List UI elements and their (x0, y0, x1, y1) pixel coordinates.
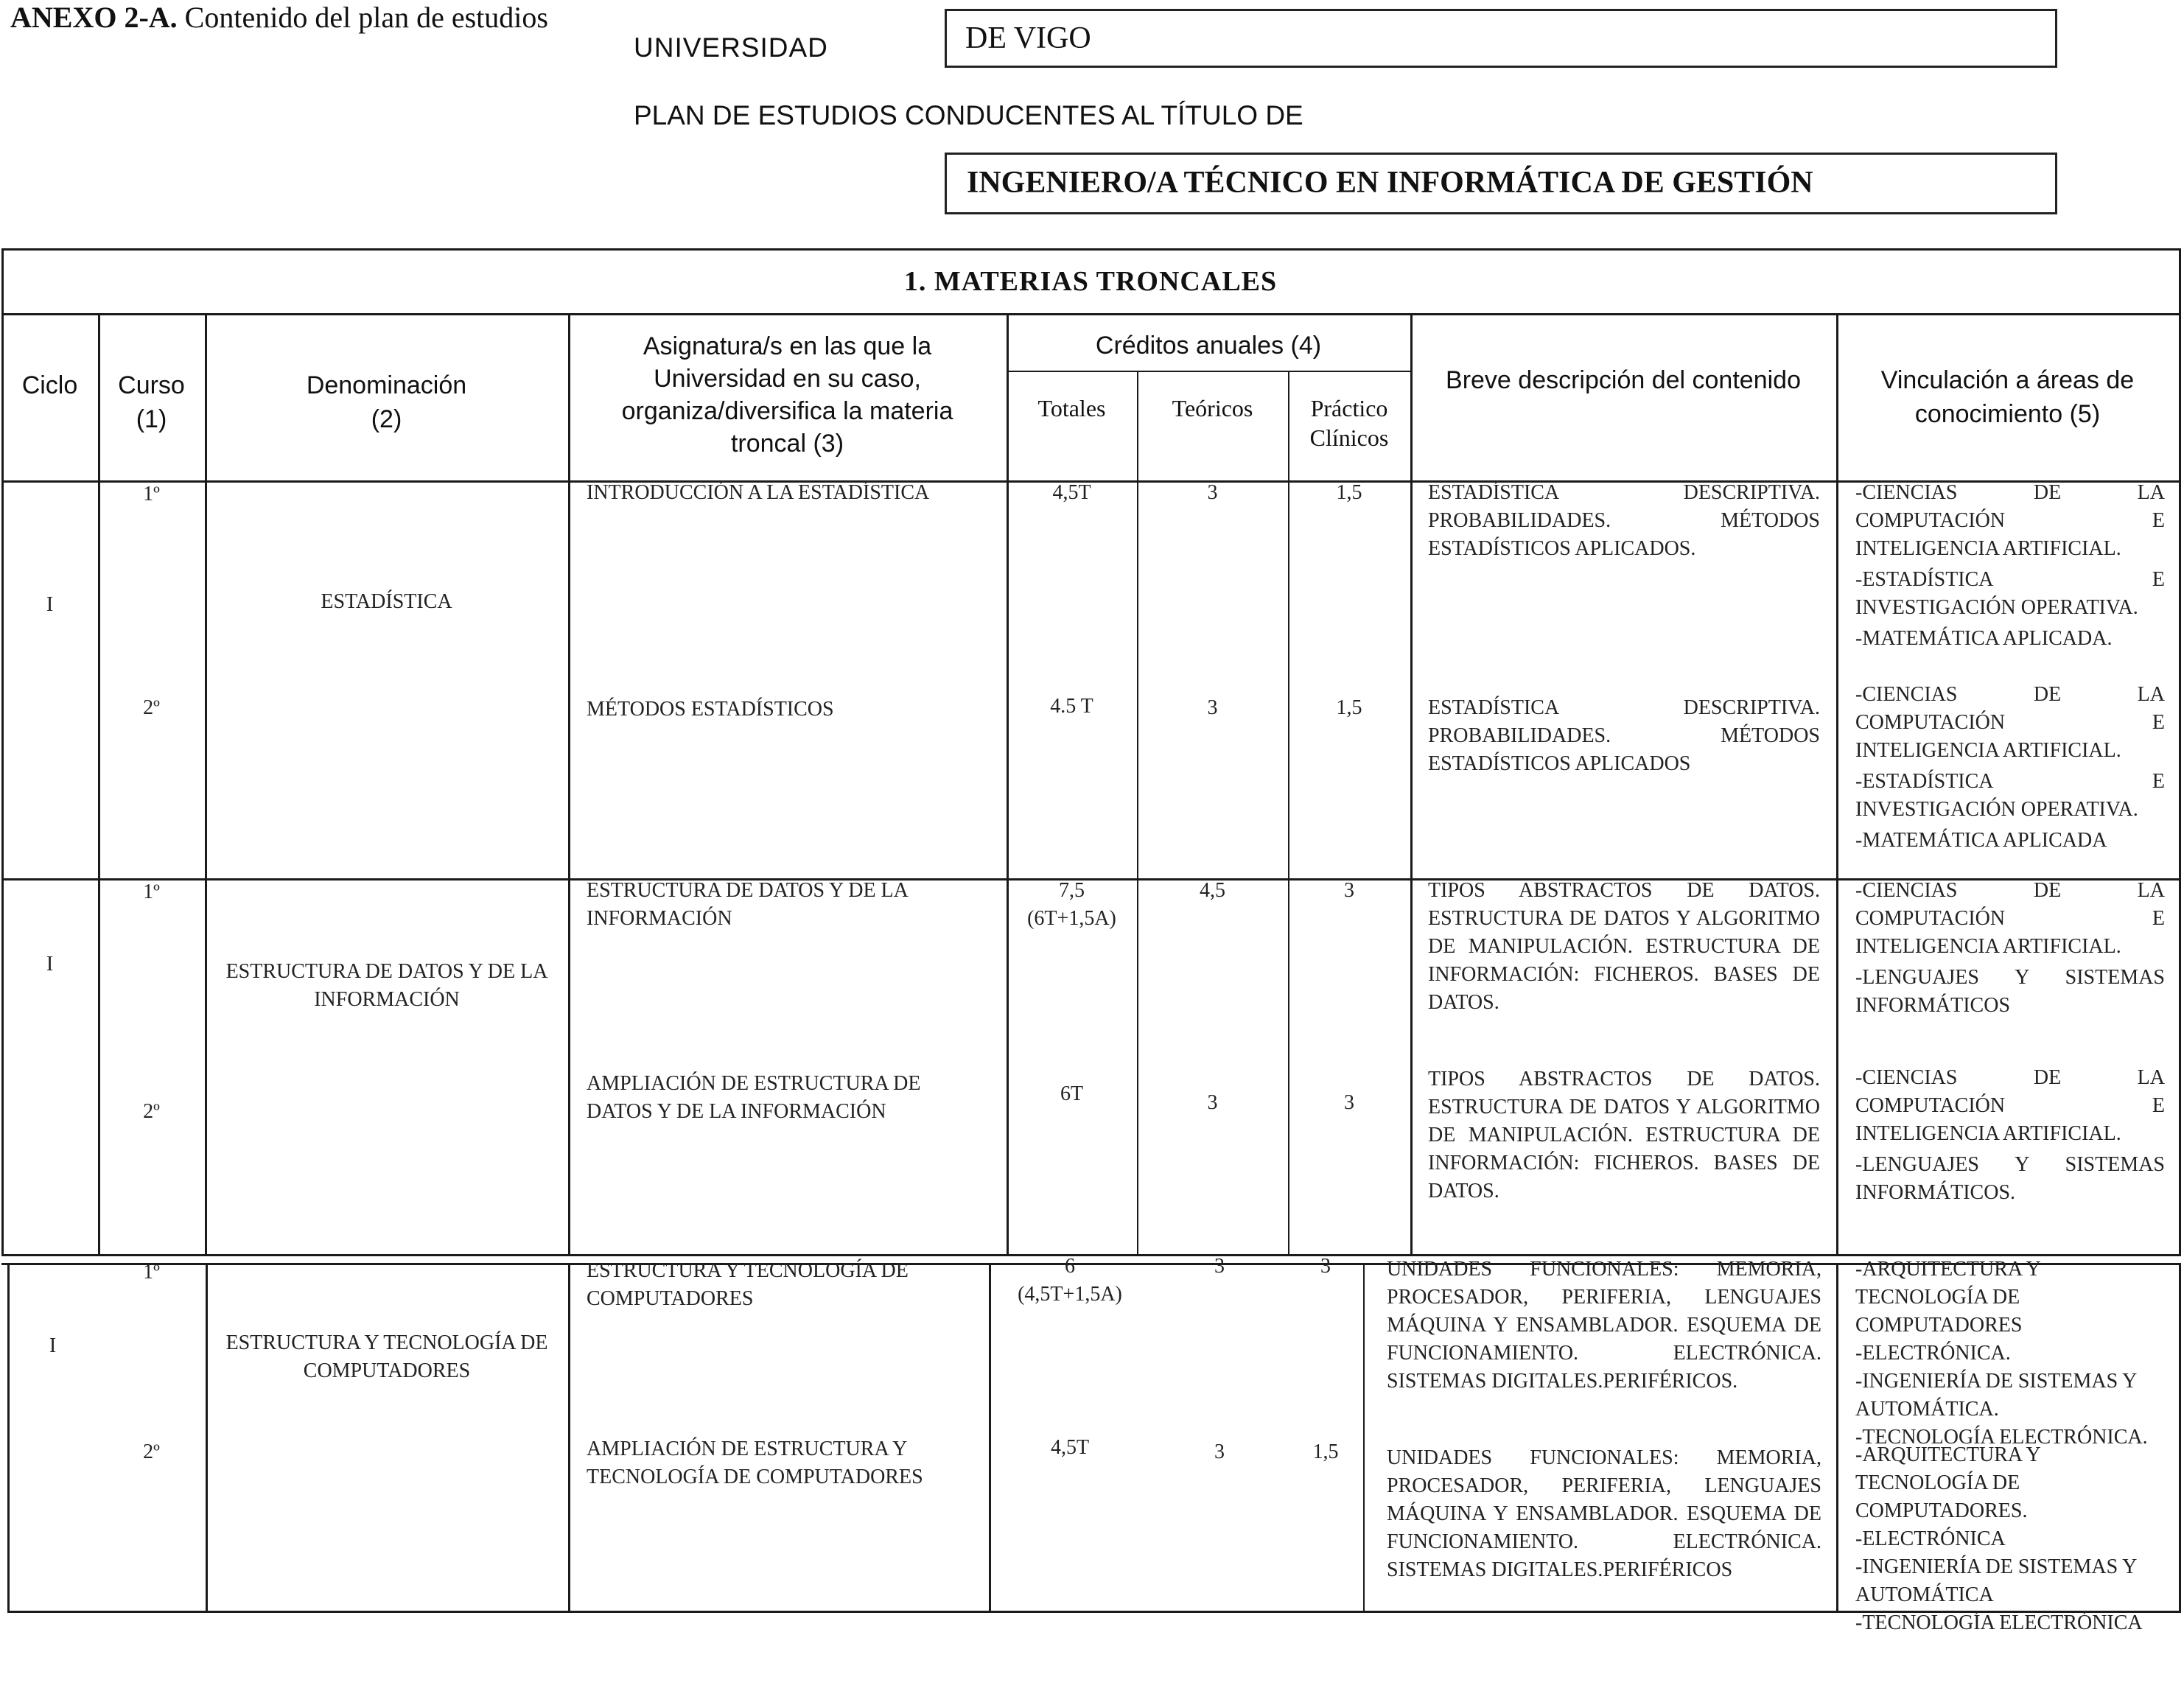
row-areas (1855, 877, 2165, 1020)
row-practicos: 1,5 (1336, 481, 1362, 504)
col-header-creditos: Créditos anuales (4) (1095, 332, 1322, 360)
university-box (945, 9, 2057, 68)
col-header-teoricos: Teóricos (1172, 395, 1253, 421)
area-item: -LENGUAJES Y SISTEMAS INFORMÁTICOS (1855, 966, 2165, 1017)
row-asignatura: INTRODUCCIÓN A LA ESTADÍSTICA (587, 481, 930, 504)
area-item: -CIENCIAS DE LA COMPUTACIÓN E INTELIGENCIA ARTIFICIAL. (1855, 879, 2165, 958)
row-asignatura: MÉTODOS ESTADÍSTICOS (587, 698, 834, 721)
university-value: DE VIGO (965, 21, 1091, 55)
col-header-ciclo: Ciclo (21, 371, 78, 399)
row-areas (1855, 1441, 2165, 1637)
col-header-vinculacion: Vinculación a áreas de conocimiento (5) (1880, 366, 2135, 428)
row-totales: 6 (4,5T+1,5A) (1018, 1255, 1122, 1306)
area-item: -CIENCIAS DE LA COMPUTACIÓN E INTELIGENCIA ARTIFICIAL. (1855, 1066, 2165, 1145)
area-item: -ELECTRÓNICA. (1855, 1342, 2011, 1365)
annex-label: ANEXO 2-A. (10, 1, 178, 34)
row-descripcion: ESTADÍSTICA DESCRIPTIVA. PROBABILIDADES. MÉTODOS ESTADÍSTICOS APLICADOS. (1428, 481, 1820, 560)
row-curso: 2º (143, 1440, 160, 1463)
row-curso: 1º (143, 483, 160, 505)
row-descripcion: TIPOS ABSTRACTOS DE DATOS. ESTRUCTURA DE DATOS Y ALGORITMO DE MANIPULACIÓN. ESTRUCTURA DE INFORMACIÓN: FICHEROS. BASES DE DATOS. (1428, 879, 1820, 1014)
col-header-totales: Totales (1037, 395, 1106, 421)
row-totales: 7,5 (6T+1,5A) (1027, 879, 1116, 930)
annex-title (10, 0, 548, 35)
col-header-curso: Curso (1) (118, 371, 185, 433)
row-curso: 2º (143, 696, 160, 719)
col-header-descripcion: Breve descripción del contenido (1446, 366, 1801, 394)
row-teoricos: 3 (1207, 481, 1218, 504)
area-item: -LENGUAJES Y SISTEMAS INFORMÁTICOS. (1855, 1153, 2165, 1204)
area-item: -CIENCIAS DE LA COMPUTACIÓN E INTELIGENCIA ARTIFICIAL. (1855, 683, 2165, 762)
row-practicos: 3 (1344, 1091, 1354, 1114)
row-curso: 1º (143, 880, 160, 903)
col-divider-curso (205, 313, 207, 1256)
col-divider-asignatura (1007, 313, 1009, 1256)
row-teoricos: 3 (1207, 1091, 1218, 1114)
row-areas (1855, 479, 2165, 653)
col-header-practicos: Práctico Clínicos (1309, 395, 1389, 451)
annex-subtitle: Contenido del plan de estudios (177, 1, 548, 34)
col-divider-creditos (1410, 313, 1413, 1256)
group-denominacion: ESTRUCTURA DE DATOS Y DE LA INFORMACIÓN (225, 960, 548, 1011)
row-curso: 1º (143, 1261, 160, 1284)
row-totales: 4,5T (1050, 1436, 1090, 1459)
group3-divider-descripcion (1836, 1263, 1838, 1611)
group-denominacion: ESTADÍSTICA (321, 590, 452, 613)
row-areas (1855, 1256, 2165, 1452)
area-item: -ESTADÍSTICA E INVESTIGACIÓN OPERATIVA. (1855, 568, 2165, 619)
row-teoricos: 3 (1214, 1440, 1225, 1463)
row-totales: 4,5T (1052, 481, 1091, 504)
row-asignatura: ESTRUCTURA DE DATOS Y DE LA INFORMACIÓN (587, 879, 908, 930)
row-totales: 4.5 T (1050, 695, 1093, 718)
row-teoricos: 3 (1214, 1255, 1225, 1278)
row-descripcion: UNIDADES FUNCIONALES: MEMORIA, PROCESADOR, PERIFERIA, LENGUAJES MÁQUINA Y ENSAMBLADOR. ESQUEMA DE FUNCIONAMIENTO. ELECTRÓNICA. SISTEMAS DIGITALES.PERIFÉRICOS (1387, 1446, 1821, 1581)
table-right-border (2179, 248, 2181, 1256)
area-item: -MATEMÁTICA APLICADA (1855, 829, 2107, 852)
row-totales: 6T (1060, 1082, 1084, 1105)
group3-left-border (7, 1263, 10, 1611)
area-item: -TECNOLOGÍA ELECTRÓNICA (1855, 1611, 2143, 1634)
col-header-asignaturas: Asignatura/s en las que la Universidad en su caso, organiza/diversifica la materia troncal (3) (621, 332, 953, 458)
group-ciclo: I (46, 953, 54, 976)
row-curso: 2º (143, 1100, 160, 1123)
section-title-divider (1, 313, 2181, 315)
row-asignatura: ESTRUCTURA Y TECNOLOGÍA DE COMPUTADORES (587, 1259, 909, 1310)
area-item: -MATEMÁTICA APLICADA. (1855, 627, 2113, 650)
col-divider-descripcion (1836, 313, 1838, 1256)
row-descripcion: UNIDADES FUNCIONALES: MEMORIA, PROCESADOR, PERIFERIA, LENGUAJES MÁQUINA Y ENSAMBLADOR. ESQUEMA DE FUNCIONAMIENTO. ELECTRÓNICA. SISTEMAS DIGITALES.PERIFÉRICOS. (1387, 1258, 1821, 1393)
area-item: -ARQUITECTURA Y TECNOLOGÍA DE COMPUTADORES. (1855, 1443, 2040, 1522)
section-title: 1. MATERIAS TRONCALES (903, 266, 1278, 297)
group3-divider-teoricos (1363, 1263, 1365, 1611)
group3-right-border (2179, 1263, 2181, 1611)
row-practicos: 3 (1320, 1255, 1331, 1278)
col-header-denominacion: Denominación (2) (306, 371, 467, 433)
row-areas (1855, 1064, 2165, 1207)
table-top-border (1, 248, 2181, 251)
area-item: -ARQUITECTURA Y TECNOLOGÍA DE COMPUTADORES (1855, 1258, 2040, 1337)
area-item: -INGENIERÍA DE SISTEMAS Y AUTOMÁTICA. (1855, 1370, 2137, 1421)
credits-subheader-divider (1007, 371, 1410, 372)
area-item: -TECNOLOGÍA ELECTRÓNICA. (1855, 1426, 2148, 1449)
group-ciclo: I (46, 593, 54, 616)
row-asignatura: AMPLIACIÓN DE ESTRUCTURA DE DATOS Y DE LA INFORMACIÓN (587, 1072, 921, 1123)
area-item: -INGENIERÍA DE SISTEMAS Y AUTOMÁTICA (1855, 1555, 2137, 1606)
area-item: -ESTADÍSTICA E INVESTIGACIÓN OPERATIVA. (1855, 770, 2165, 821)
row-practicos: 1,5 (1312, 1440, 1339, 1463)
group3-divider-denominacion (568, 1263, 570, 1611)
group-denominacion: ESTRUCTURA Y TECNOLOGÍA DE COMPUTADORES (225, 1331, 548, 1382)
row-descripcion: ESTADÍSTICA DESCRIPTIVA. PROBABILIDADES. MÉTODOS ESTADÍSTICOS APLICADOS (1428, 696, 1820, 775)
row-teoricos: 3 (1207, 696, 1218, 719)
university-label: UNIVERSIDAD (634, 32, 828, 63)
row-areas (1855, 681, 2165, 855)
group-ciclo: I (49, 1334, 57, 1357)
plan-label: PLAN DE ESTUDIOS CONDUCENTES AL TÍTULO DE (634, 100, 1303, 130)
row-teoricos: 4,5 (1200, 879, 1225, 902)
row-asignatura: AMPLIACIÓN DE ESTRUCTURA Y TECNOLOGÍA DE COMPUTADORES (587, 1438, 923, 1488)
area-item: -CIENCIAS DE LA COMPUTACIÓN E INTELIGENCIA ARTIFICIAL. (1855, 481, 2165, 560)
degree-value: INGENIERO/A TÉCNICO EN INFORMÁTICA DE GESTIÓN (967, 166, 1813, 200)
row-practicos: 3 (1344, 879, 1354, 902)
row-practicos: 1,5 (1336, 696, 1362, 719)
group3-divider-curso (206, 1263, 208, 1611)
area-item: -ELECTRÓNICA (1855, 1527, 2006, 1550)
row-descripcion: TIPOS ABSTRACTOS DE DATOS. ESTRUCTURA DE DATOS Y ALGORITMO DE MANIPULACIÓN. ESTRUCTURA DE INFORMACIÓN: FICHEROS. BASES DE DATOS. (1428, 1068, 1820, 1202)
